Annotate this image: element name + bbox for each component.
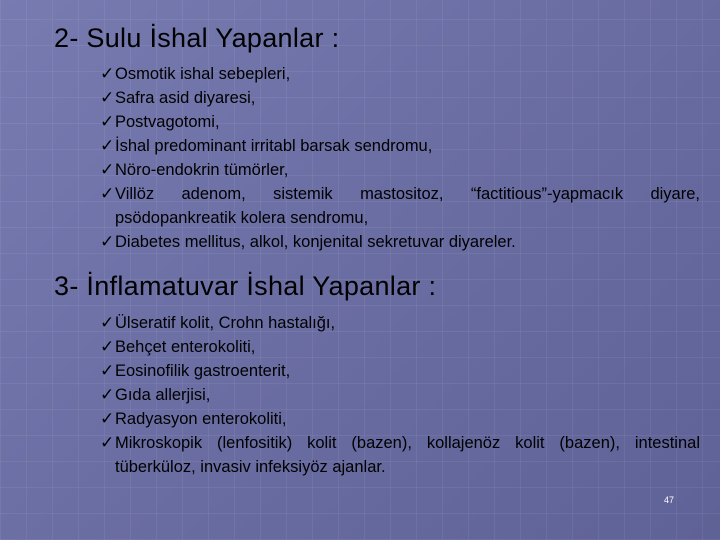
checkmark-icon: ✓ xyxy=(100,88,115,108)
section-heading-watery-diarrhea: 2- Sulu İshal Yapanlar : xyxy=(54,23,340,53)
checkmark-icon: ✓ xyxy=(100,112,115,132)
list-item-text: Eosinofilik gastroenterit, xyxy=(115,362,291,380)
page-number: 47 xyxy=(664,495,675,505)
list-item-text: Behçet enterokoliti, xyxy=(115,338,256,356)
list-item-text: Ülseratif kolit, Crohn hastalığı, xyxy=(115,314,336,332)
list-item xyxy=(100,383,700,407)
list-item-text: Nöro-endokrin tümörler, xyxy=(115,161,289,179)
list-item xyxy=(100,182,700,230)
checkmark-icon: ✓ xyxy=(100,184,115,204)
list-item-text: Diabetes mellitus, alkol, konjenital sekretuvar diyareler. xyxy=(115,233,516,251)
list-item-text: Mikroskopik (lenfositik) kolit (bazen), kollajenöz kolit (bazen), intestinal tüberküloz, invasiv infeksiyöz ajanlar. xyxy=(115,434,700,476)
checkmark-icon: ✓ xyxy=(100,160,115,180)
watery-diarrhea-list xyxy=(100,62,700,254)
list-item xyxy=(100,86,700,110)
checkmark-icon: ✓ xyxy=(100,337,115,357)
list-item xyxy=(100,230,700,254)
list-item xyxy=(100,359,700,383)
list-item xyxy=(100,335,700,359)
checkmark-icon: ✓ xyxy=(100,64,115,84)
list-item-text: Radyasyon enterokoliti, xyxy=(115,410,287,428)
checkmark-icon: ✓ xyxy=(100,385,115,405)
checkmark-icon: ✓ xyxy=(100,433,115,453)
list-item xyxy=(100,311,700,335)
list-item-text: Safra asid diyaresi, xyxy=(115,89,256,107)
checkmark-icon: ✓ xyxy=(100,409,115,429)
list-item-text: İshal predominant irritabl barsak sendromu, xyxy=(115,137,433,155)
list-item xyxy=(100,110,700,134)
list-item-text: Gıda allerjisi, xyxy=(115,386,211,404)
list-item-text: Postvagotomi, xyxy=(115,113,220,131)
list-item xyxy=(100,158,700,182)
list-item xyxy=(100,134,700,158)
checkmark-icon: ✓ xyxy=(100,361,115,381)
checkmark-icon: ✓ xyxy=(100,313,115,333)
checkmark-icon: ✓ xyxy=(100,136,115,156)
list-item xyxy=(100,62,700,86)
list-item xyxy=(100,431,700,479)
list-item xyxy=(100,407,700,431)
inflammatory-diarrhea-list xyxy=(100,311,700,479)
list-item-text: Villöz adenom, sistemik mastositoz, “factitious”-yapmacık diyare, psödopankreatik kolera sendromu, xyxy=(115,185,700,227)
list-item-text: Osmotik ishal sebepleri, xyxy=(115,65,291,83)
checkmark-icon: ✓ xyxy=(100,232,115,252)
section-heading-inflammatory-diarrhea: 3- İnflamatuvar İshal Yapanlar : xyxy=(54,271,437,301)
